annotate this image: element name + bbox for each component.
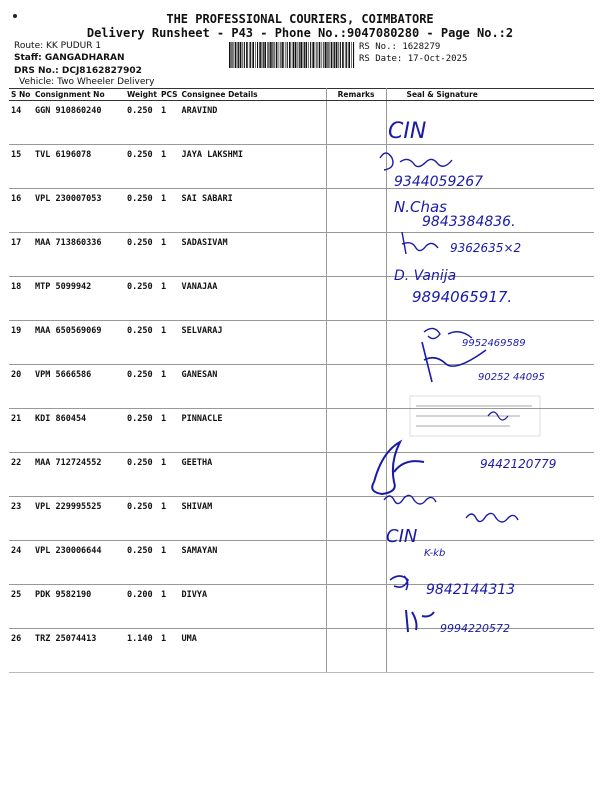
barcode-bar xyxy=(263,42,264,68)
row-weight: 1.140 xyxy=(125,629,159,673)
row-sno: 20 xyxy=(9,365,33,409)
signature-23-scribble-a xyxy=(384,495,436,504)
barcode-bar xyxy=(257,42,258,68)
row-sno: 15 xyxy=(9,145,33,189)
signature-26-scribble xyxy=(406,610,434,632)
row-sno: 24 xyxy=(9,541,33,585)
barcode-bar xyxy=(312,42,314,68)
row-weight: 0.250 xyxy=(125,497,159,541)
row-pcs: 1 xyxy=(159,233,180,277)
row-consignment: TRZ 25074413 xyxy=(33,629,125,673)
row-consignee: SHIVAM xyxy=(180,497,327,541)
barcode-bar xyxy=(267,42,268,68)
row-pcs: 1 xyxy=(159,321,180,365)
col-pcs: PCS xyxy=(161,90,178,99)
row-consignment: TVL 6196078 xyxy=(33,145,125,189)
row-consignment: KDI 860454 xyxy=(33,409,125,453)
row-pcs: 1 xyxy=(159,497,180,541)
signature-20: 90252 44095 xyxy=(478,372,545,383)
row-consignment: VPL 230007053 xyxy=(33,189,125,233)
signature-17: 9362635×2 xyxy=(450,241,522,255)
barcode-bar xyxy=(262,42,263,68)
row-weight: 0.250 xyxy=(125,453,159,497)
barcode-bar xyxy=(280,42,281,68)
route-label: Route: KK PUDUR 1 xyxy=(14,41,102,51)
row-consignment: PDK 9582190 xyxy=(33,585,125,629)
signature-16-name: N.Chas xyxy=(394,198,447,216)
barcode-bar xyxy=(348,42,350,68)
barcode-bar xyxy=(229,42,231,68)
barcode-bar xyxy=(240,42,242,68)
barcode-bar xyxy=(346,42,347,68)
barcode-bar xyxy=(331,42,333,68)
barcode-bar xyxy=(322,42,323,68)
barcode-bar xyxy=(315,42,316,68)
col-consignment: Consignment No xyxy=(33,89,125,101)
barcode-bar xyxy=(276,42,278,68)
signature-22: 9442120779 xyxy=(480,457,557,471)
barcode-bar xyxy=(328,42,329,68)
row-pcs: 1 xyxy=(159,453,180,497)
row-weight: 0.250 xyxy=(125,409,159,453)
barcode-bar xyxy=(297,42,298,68)
barcode-bar xyxy=(304,42,305,68)
barcode-bar xyxy=(308,42,309,68)
row-weight: 0.250 xyxy=(125,101,159,145)
row-weight: 0.250 xyxy=(125,321,159,365)
row-consignment: MAA 713860336 xyxy=(33,233,125,277)
barcode-bar xyxy=(249,42,250,68)
barcode-bar xyxy=(340,42,341,68)
signature-19: 9952469589 xyxy=(462,338,526,349)
row-sno: 21 xyxy=(9,409,33,453)
row-pcs: 1 xyxy=(159,277,180,321)
col-signature: Seal & Signature xyxy=(386,89,594,101)
rs-date: RS Date: 17-Oct-2025 xyxy=(359,54,468,64)
signature-25: 9842144313 xyxy=(426,582,516,598)
col-sno: S No xyxy=(9,89,33,101)
barcode-bar xyxy=(242,42,243,68)
barcode-bar xyxy=(353,42,354,68)
signature-18: 9894065917. xyxy=(412,288,513,306)
signature-15-scribble xyxy=(380,153,452,170)
barcode-bar xyxy=(303,42,304,68)
barcode-bar xyxy=(250,42,251,68)
company-stamp xyxy=(410,396,540,436)
row-consignee: SELVARAJ xyxy=(180,321,327,365)
row-consignee: ARAVIND xyxy=(180,101,327,145)
signature-24: CIN xyxy=(386,526,418,547)
barcode-bar xyxy=(316,42,317,68)
barcode-bar xyxy=(325,42,327,68)
row-pcs: 1 xyxy=(159,189,180,233)
barcode-bar xyxy=(295,42,297,68)
barcode-bar xyxy=(235,42,237,68)
barcode-bar xyxy=(252,42,254,68)
barcode-bar xyxy=(274,42,275,68)
signature-area xyxy=(360,100,590,660)
signature-23-scribble-b xyxy=(466,513,518,522)
barcode-bar xyxy=(333,42,334,68)
row-consignee: VANAJAA xyxy=(180,277,327,321)
row-sno: 25 xyxy=(9,585,33,629)
drs-number: DRS No.: DCJ8162827902 xyxy=(14,66,142,76)
row-consignee: GANESAN xyxy=(180,365,327,409)
row-sno: 18 xyxy=(9,277,33,321)
signature-15: 9344059267 xyxy=(394,174,484,190)
row-consignment: MTP 5099942 xyxy=(33,277,125,321)
barcode-bar xyxy=(293,42,294,68)
barcode-bar xyxy=(334,42,335,68)
vehicle-label: Vehicle: Two Wheeler Delivery xyxy=(19,77,155,87)
barcode-bar xyxy=(231,42,232,68)
row-pcs: 1 xyxy=(159,541,180,585)
row-sno: 14 xyxy=(9,101,33,145)
row-pcs: 1 xyxy=(159,629,180,673)
row-consignment: VPM 5666586 xyxy=(33,365,125,409)
row-weight: 0.200 xyxy=(125,585,159,629)
barcode-bar xyxy=(323,42,324,68)
row-sno: 16 xyxy=(9,189,33,233)
barcode-bar xyxy=(255,42,256,68)
table-header-row xyxy=(9,89,594,101)
row-consignment: MAA 650569069 xyxy=(33,321,125,365)
barcode-bar xyxy=(310,42,311,68)
row-consignee: DIVYA xyxy=(180,585,327,629)
row-consignee: SADASIVAM xyxy=(180,233,327,277)
row-weight: 0.250 xyxy=(125,189,159,233)
row-consignee: GEETHA xyxy=(180,453,327,497)
barcode-bar xyxy=(264,42,266,68)
row-consignee: SAMAYAN xyxy=(180,541,327,585)
row-pcs: 1 xyxy=(159,585,180,629)
row-weight: 0.250 xyxy=(125,277,159,321)
barcode-bar xyxy=(246,42,248,68)
company-title: THE PROFESSIONAL COURIERS, COIMBATORE xyxy=(166,12,434,26)
barcode-bar xyxy=(272,42,273,68)
row-consignee: PINNACLE xyxy=(180,409,327,453)
barcode-bar xyxy=(342,42,344,68)
row-weight: 0.250 xyxy=(125,145,159,189)
barcode-bar xyxy=(327,42,328,68)
barcode-bar xyxy=(287,42,288,68)
barcode-bar xyxy=(299,42,300,68)
barcode-bar xyxy=(338,42,339,68)
staff-label: Staff: GANGADHARAN xyxy=(14,53,125,63)
signature-14: CIN xyxy=(388,119,427,144)
row-sno: 22 xyxy=(9,453,33,497)
row-pcs: 1 xyxy=(159,365,180,409)
signature-25-scribble xyxy=(390,576,408,590)
row-consignment: GGN 910860240 xyxy=(33,101,125,145)
row-weight: 0.250 xyxy=(125,233,159,277)
barcode xyxy=(229,42,355,68)
signature-24-note: K-kb xyxy=(424,548,446,559)
row-consignment: MAA 712724552 xyxy=(33,453,125,497)
barcode-bar xyxy=(279,42,280,68)
row-weight: 0.250 xyxy=(125,541,159,585)
barcode-bar xyxy=(270,42,272,68)
row-consignment: VPL 229995525 xyxy=(33,497,125,541)
barcode-bar xyxy=(306,42,308,68)
barcode-bar xyxy=(282,42,284,68)
signature-22-scribble xyxy=(372,442,424,494)
barcode-bar xyxy=(300,42,302,68)
barcode-bar xyxy=(259,42,261,68)
row-sno: 19 xyxy=(9,321,33,365)
col-consignee: Consignee Details xyxy=(180,89,327,101)
row-sno: 17 xyxy=(9,233,33,277)
barcode-bar xyxy=(351,42,352,68)
row-consignee: SAI SABARI xyxy=(180,189,327,233)
signature-17-scribble xyxy=(402,232,438,254)
col-weight: Weight xyxy=(125,89,159,101)
barcode-bar xyxy=(244,42,245,68)
barcode-bar xyxy=(268,42,269,68)
barcode-bar xyxy=(319,42,321,68)
signature-26: 9994220572 xyxy=(440,622,510,635)
row-consignee: JAYA LAKSHMI xyxy=(180,145,327,189)
barcode-bar xyxy=(336,42,338,68)
row-pcs: 1 xyxy=(159,101,180,145)
runsheet-subtitle: Delivery Runsheet - P43 - Phone No.:9047080280 - Page No.:2 xyxy=(86,26,514,40)
row-weight: 0.250 xyxy=(125,365,159,409)
row-pcs: 1 xyxy=(159,145,180,189)
signature-18-name: D. Vanija xyxy=(394,268,457,284)
barcode-bar xyxy=(285,42,286,68)
row-consignee: UMA xyxy=(180,629,327,673)
barcode-bar xyxy=(292,42,293,68)
barcode-bar xyxy=(289,42,291,68)
row-sno: 23 xyxy=(9,497,33,541)
row-consignment: VPL 230006644 xyxy=(33,541,125,585)
col-remarks: Remarks xyxy=(326,89,386,101)
barcode-bar xyxy=(232,42,233,68)
signature-16: 9843384836. xyxy=(422,214,516,230)
barcode-bar xyxy=(237,42,238,68)
barcode-bar xyxy=(238,42,239,68)
row-sno: 26 xyxy=(9,629,33,673)
barcode-bar xyxy=(345,42,346,68)
row-pcs: 1 xyxy=(159,409,180,453)
rs-number: RS No.: 1628279 xyxy=(359,42,441,52)
